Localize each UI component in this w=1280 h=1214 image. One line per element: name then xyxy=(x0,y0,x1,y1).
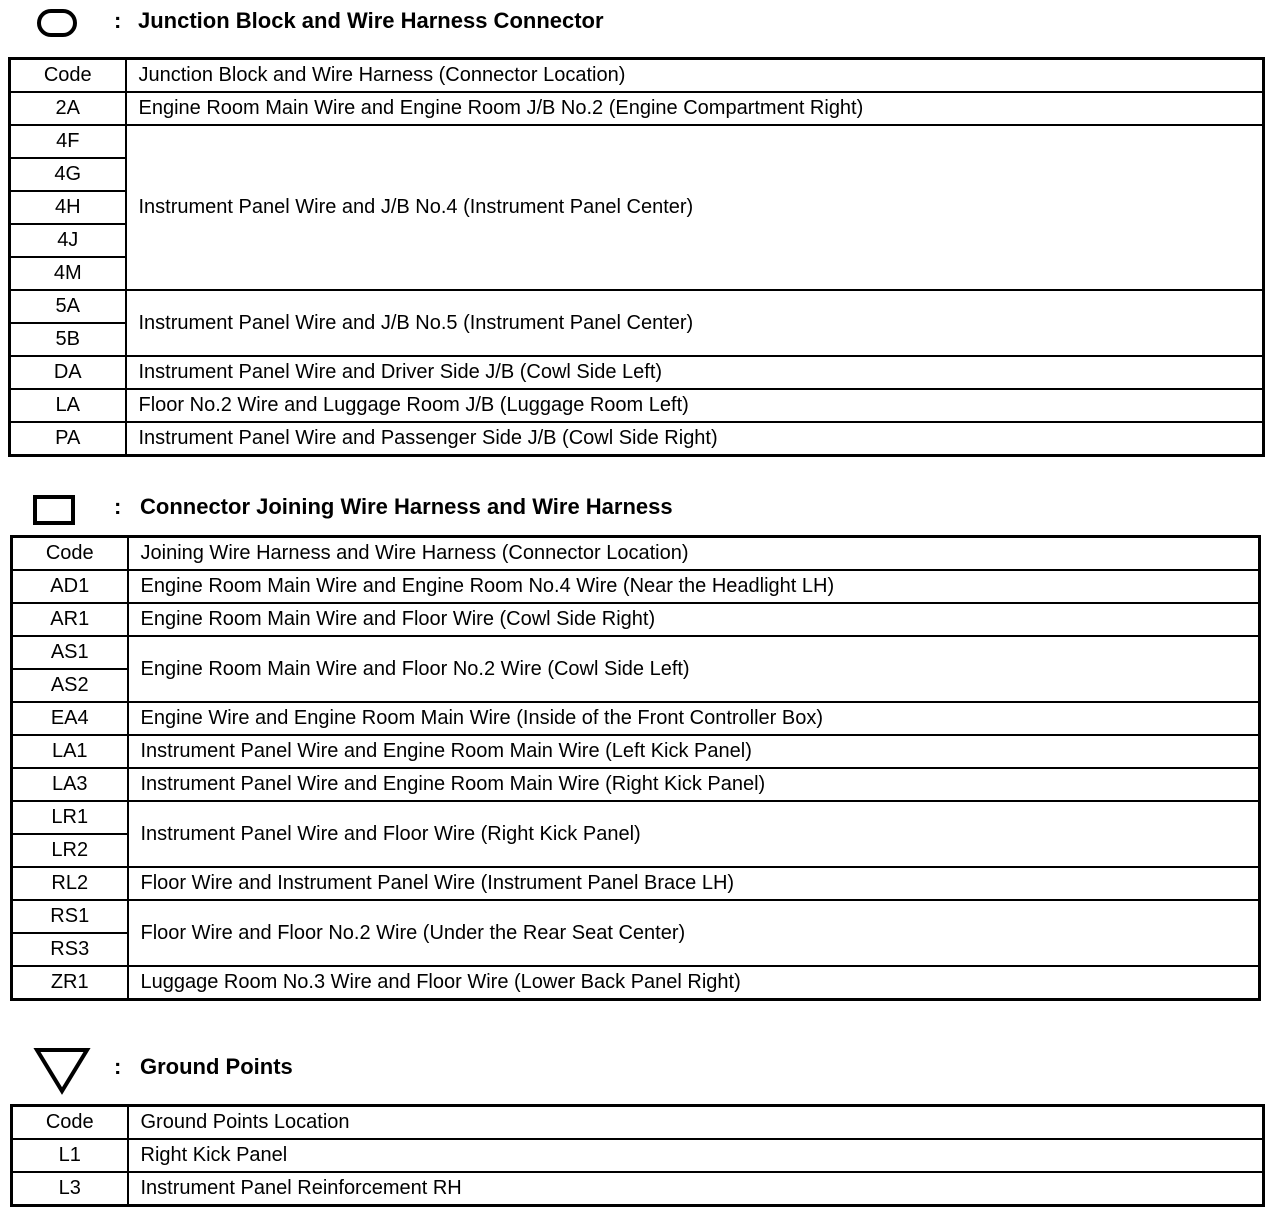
connector-code: 4G xyxy=(10,158,126,191)
connector-location: Floor No.2 Wire and Luggage Room J/B (Luggage Room Left) xyxy=(126,389,1264,422)
connector-code: RL2 xyxy=(12,867,128,900)
connector-code: LA3 xyxy=(12,768,128,801)
connector-location: Instrument Panel Wire and J/B No.4 (Instrument Panel Center) xyxy=(126,125,1264,290)
table-row xyxy=(12,900,1260,933)
triangle-down-icon xyxy=(33,1046,91,1096)
connector-location: Instrument Panel Wire and Engine Room Main Wire (Left Kick Panel) xyxy=(128,735,1260,768)
table-row xyxy=(12,603,1260,636)
connector-location: Luggage Room No.3 Wire and Floor Wire (Lower Back Panel Right) xyxy=(128,966,1260,1000)
table-row xyxy=(10,356,1264,389)
connector-location: Engine Room Main Wire and Engine Room No.4 Wire (Near the Headlight LH) xyxy=(128,570,1260,603)
section-title: Junction Block and Wire Harness Connector xyxy=(138,8,604,33)
ground-points-table xyxy=(10,1104,1265,1207)
code-header: Code xyxy=(12,537,128,571)
section-1-heading xyxy=(0,2,1280,42)
location-header: Ground Points Location xyxy=(128,1106,1264,1140)
table-row xyxy=(12,966,1260,1000)
connector-location: Instrument Panel Wire and Driver Side J/B (Cowl Side Left) xyxy=(126,356,1264,389)
connector-location: Engine Room Main Wire and Floor Wire (Cowl Side Right) xyxy=(128,603,1260,636)
connector-location: Engine Room Main Wire and Floor No.2 Wire (Cowl Side Left) xyxy=(128,636,1260,702)
connector-code: LA xyxy=(10,389,126,422)
connector-code: L1 xyxy=(12,1139,128,1172)
connector-code: PA xyxy=(10,422,126,456)
connector-location: Instrument Panel Wire and J/B No.5 (Instrument Panel Center) xyxy=(126,290,1264,356)
section-3-heading xyxy=(0,1046,1280,1086)
code-header: Code xyxy=(12,1106,128,1140)
table-row xyxy=(12,867,1260,900)
connector-code: AR1 xyxy=(12,603,128,636)
table-header-row xyxy=(12,1106,1264,1140)
table-row xyxy=(12,702,1260,735)
connector-location: Instrument Panel Wire and Floor Wire (Right Kick Panel) xyxy=(128,801,1260,867)
connector-code: EA4 xyxy=(12,702,128,735)
connector-location: Instrument Panel Reinforcement RH xyxy=(128,1172,1264,1206)
heading-colon: : xyxy=(114,494,122,519)
connector-code: L3 xyxy=(12,1172,128,1206)
table-row xyxy=(12,735,1260,768)
code-header: Code xyxy=(10,59,126,93)
connector-code: 4M xyxy=(10,257,126,290)
connector-location: Instrument Panel Wire and Passenger Side J/B (Cowl Side Right) xyxy=(126,422,1264,456)
connector-code: RS1 xyxy=(12,900,128,933)
rectangle-icon xyxy=(33,495,75,525)
connector-code: ZR1 xyxy=(12,966,128,1000)
section-title: Ground Points xyxy=(140,1054,293,1079)
table-header-row xyxy=(10,59,1264,93)
connector-code: DA xyxy=(10,356,126,389)
table-row xyxy=(12,636,1260,669)
table-row xyxy=(10,422,1264,456)
table-row xyxy=(12,1172,1264,1206)
location-header: Joining Wire Harness and Wire Harness (Connector Location) xyxy=(128,537,1260,571)
connector-location: Floor Wire and Instrument Panel Wire (Instrument Panel Brace LH) xyxy=(128,867,1260,900)
connector-code: 2A xyxy=(10,92,126,125)
section-title: Connector Joining Wire Harness and Wire Harness xyxy=(140,494,673,519)
connector-location: Engine Room Main Wire and Engine Room J/B No.2 (Engine Compartment Right) xyxy=(126,92,1264,125)
table-row xyxy=(10,290,1264,323)
connector-joining-table xyxy=(10,535,1261,1001)
connector-location: Instrument Panel Wire and Engine Room Main Wire (Right Kick Panel) xyxy=(128,768,1260,801)
table-row xyxy=(10,92,1264,125)
heading-colon: : xyxy=(114,8,122,33)
table-row xyxy=(12,1139,1264,1172)
table-header-row xyxy=(12,537,1260,571)
table-row xyxy=(12,768,1260,801)
connector-code: 4H xyxy=(10,191,126,224)
oval-icon xyxy=(37,9,77,37)
location-header: Junction Block and Wire Harness (Connector Location) xyxy=(126,59,1264,93)
connector-location: Floor Wire and Floor No.2 Wire (Under the Rear Seat Center) xyxy=(128,900,1260,966)
connector-code: AS1 xyxy=(12,636,128,669)
connector-code: 5B xyxy=(10,323,126,356)
heading-colon: : xyxy=(114,1054,122,1079)
connector-code: LA1 xyxy=(12,735,128,768)
connector-code: 4F xyxy=(10,125,126,158)
connector-location: Engine Wire and Engine Room Main Wire (Inside of the Front Controller Box) xyxy=(128,702,1260,735)
table-row xyxy=(12,570,1260,603)
section-2-heading xyxy=(0,488,1280,528)
connector-code: RS3 xyxy=(12,933,128,966)
connector-location: Right Kick Panel xyxy=(128,1139,1264,1172)
connector-code: 5A xyxy=(10,290,126,323)
junction-block-table xyxy=(8,57,1265,457)
table-row xyxy=(10,125,1264,158)
table-row xyxy=(12,801,1260,834)
connector-code: AS2 xyxy=(12,669,128,702)
connector-code: LR1 xyxy=(12,801,128,834)
connector-code: AD1 xyxy=(12,570,128,603)
connector-code: 4J xyxy=(10,224,126,257)
table-row xyxy=(10,389,1264,422)
connector-code: LR2 xyxy=(12,834,128,867)
